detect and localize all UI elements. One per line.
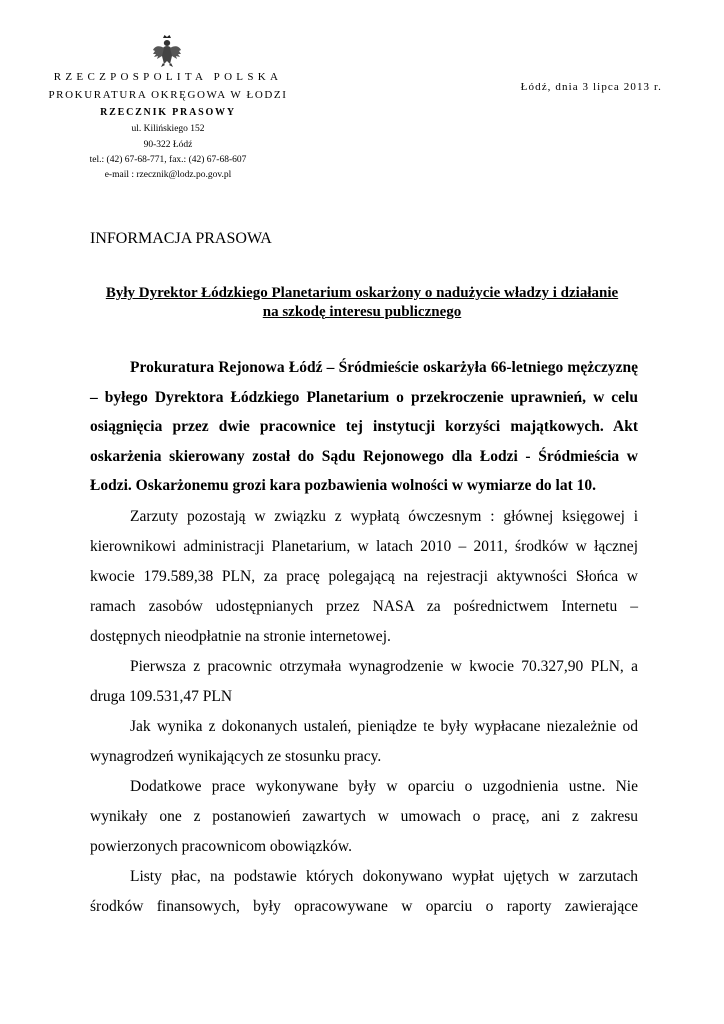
header-street: ul. Kilińskiego 152 <box>131 124 205 134</box>
body-paragraph: Pierwsza z pracownic otrzymała wynagrodzenie w kwocie 70.327,90 PLN, a druga 109.531,47 PLN <box>90 657 638 705</box>
document-label: INFORMACJA PRASOWA <box>90 230 272 247</box>
header-city: 90-322 Łódź <box>143 140 193 150</box>
header-email: e-mail : rzecznik@lodz.po.gov.pl <box>104 170 232 180</box>
lead-paragraph: Prokuratura Rejonowa Łódź – Śródmieście oskarżyła 66-letniego mężczyznę – byłego Dyrektora Łódzkiego Planetarium o przekroczenie uprawnień, w celu osiągnięcia przez dwie pracownice tej instytucji korzyści majątkowych. Akt oskarżenia skierowany został do Sądu Rejonowego dla Łodzi - Śródmieścia w Łodzi. Oskarżonemu grozi kara pozbawienia wolności w wymiarze do lat 10. <box>90 359 638 494</box>
document-date: Łódź, dnia 3 lipca 2013 r. <box>520 81 662 93</box>
eagle-emblem-icon <box>152 34 182 68</box>
header-office: PROKURATURA OKRĘGOWA W ŁODZI <box>48 89 288 101</box>
body-paragraph: Listy płac, na podstawie których dokonywano wypłat ujętych w zarzutach środków finansowych, były opracowywane w oparciu o raporty zawierające <box>90 867 638 915</box>
body-paragraph: Dodatkowe prace wykonywane były w oparciu o uzgodnienia ustne. Nie wynikały one z postanowień zawartych w umowach o pracę, ani z zakresu powierzonych pracownicom obowiązków. <box>90 777 638 855</box>
header-country: RZECZPOSPOLITA POLSKA <box>53 71 283 83</box>
press-release-title <box>60 284 664 322</box>
title-line: na szkodę interesu publicznego <box>262 304 462 320</box>
header-department: RZECZNIK PRASOWY <box>100 107 236 118</box>
body-paragraph: Jak wynika z dokonanych ustaleń, pieniądze te były wypłacane niezależnie od wynagrodzeń wynikających ze stosunku pracy. <box>90 717 638 765</box>
header-phone-fax: tel.: (42) 67-68-771, fax.: (42) 67-68-607 <box>89 155 247 165</box>
press-release-body <box>90 353 638 922</box>
title-line: Były Dyrektor Łódzkiego Planetarium oskarżony o nadużycie władzy i działanie <box>105 285 619 301</box>
body-paragraph: Zarzuty pozostają w związku z wypłatą ówczesnym : głównej księgowej i kierownikowi administracji Planetarium, w latach 2010 – 2011, środków w łącznej kwocie 179.589,38 PLN, za pracę polegającą na rejestracji aktywności Słońca w ramach zasobów udostępnianych przez NASA za pośrednictwem Internetu – dostępnych nieodpłatnie na stronie internetowej. <box>90 507 638 645</box>
